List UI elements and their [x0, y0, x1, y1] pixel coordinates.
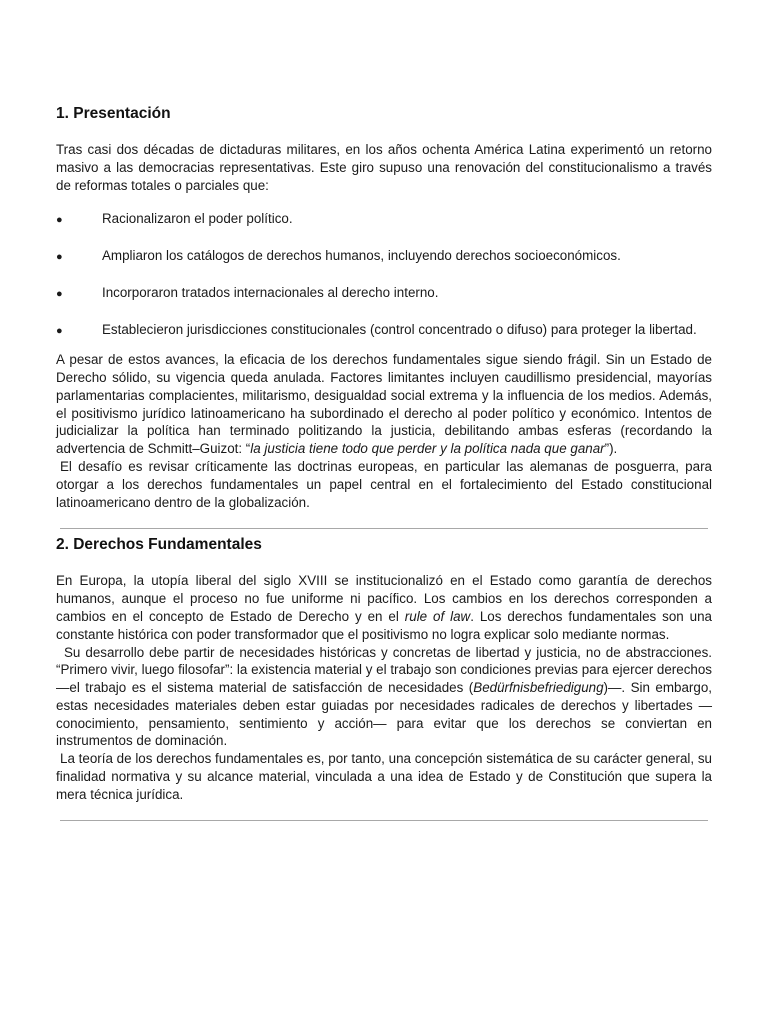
list-item-text: Incorporaron tratados internacionales al derecho interno.	[102, 285, 439, 301]
list-item	[56, 321, 712, 341]
section-2-paragraph-2: Su desarrollo debe partir de necesidades históricas y concretas de libertad y justicia, no de abstracciones. “Primero vivir, luego filosofar”: la existencia material y el trabajo son condiciones previas para ejercer derechos —el trabajo es el sistema material de satisfacción de necesidades (Bedürfnisbefriedigung)—. Sin embargo, estas necesidades materiales deben estar guiadas por necesidades radicales de derechos y libertades —conocimiento, pensamiento, sentimiento y acción— para evitar que los derechos se conviertan en instrumentos de dominación.	[56, 644, 712, 749]
bullet-icon: ●	[56, 214, 63, 227]
section-2-title: 2. Derechos Fundamentales	[56, 536, 262, 554]
list-item	[56, 284, 712, 304]
bullet-icon: ●	[56, 251, 63, 264]
section-divider	[60, 820, 708, 821]
section-1-intro: Tras casi dos décadas de dictaduras militares, en los años ochenta América Latina experimentó un retorno masivo a las democracias representativas. Este giro supuso una renovación del constitucionalismo a través de reformas totales o parciales que:	[56, 142, 712, 193]
bullet-icon: ●	[56, 288, 63, 301]
schmitt-guizot-quote: la justicia tiene todo que perder y la política nada que ganar	[250, 441, 605, 457]
document-page	[56, 104, 712, 821]
list-item	[56, 247, 712, 267]
section-1-paragraph-3: El desafío es revisar críticamente las doctrinas europeas, en particular las alemanas de posguerra, para otorgar a los derechos fundamentales un papel central en el fortalecimiento del Estado constitucional latinoamericano dentro de la globalización.	[56, 458, 712, 510]
reform-list	[56, 210, 712, 341]
bedurfnis-term: Bedürfnisbefriedigung	[473, 680, 604, 696]
list-item-text: Ampliaron los catálogos de derechos humanos, incluyendo derechos socioeconómicos.	[102, 248, 621, 264]
list-item-text: Racionalizaron el poder político.	[102, 211, 293, 227]
list-item-text: Establecieron jurisdicciones constitucionales (control concentrado o difuso) para proteger la libertad.	[102, 322, 697, 338]
list-item	[56, 210, 712, 230]
section-2-paragraph-3: La teoría de los derechos fundamentales es, por tanto, una concepción sistemática de su carácter general, su finalidad normativa y su alcance material, vinculada a una idea de Estado y de Constitución que supera la mera técnica jurídica.	[56, 751, 712, 802]
section-1-paragraph-2: A pesar de estos avances, la eficacia de los derechos fundamentales sigue siendo frágil. Sin un Estado de Derecho sólido, su vigencia queda anulada. Factores limitantes incluyen caudillismo presidencial, mayorías parlamentarias complacientes, militarismo, desigualdad social extrema y la influencia de los medios. Además, el positivismo jurídico latinoamericano ha subordinado el derecho al poder político y económico. Intentos de judicializar la política han terminado politizando la justicia, debilitando ambas esferas (recordando la advertencia de Schmitt–Guizot: “la justicia tiene todo que perder y la política nada que ganar”).	[56, 352, 712, 457]
section-2-paragraph-1: En Europa, la utopía liberal del siglo XVIII se institucionalizó en el Estado como garantía de derechos humanos, aunque el proceso no fue uniforme ni pacífico. Los cambios en los derechos corresponden a cambios en el concepto de Estado de Derecho y en el rule of law. Los derechos fundamentales son una constante histórica con poder transformador que el positivismo no logra explicar solo mediante normas.	[56, 573, 712, 642]
rule-of-law-term: rule of law	[404, 608, 471, 624]
section-1-title: 1. Presentación	[56, 105, 171, 122]
bullet-icon: ●	[56, 325, 63, 338]
